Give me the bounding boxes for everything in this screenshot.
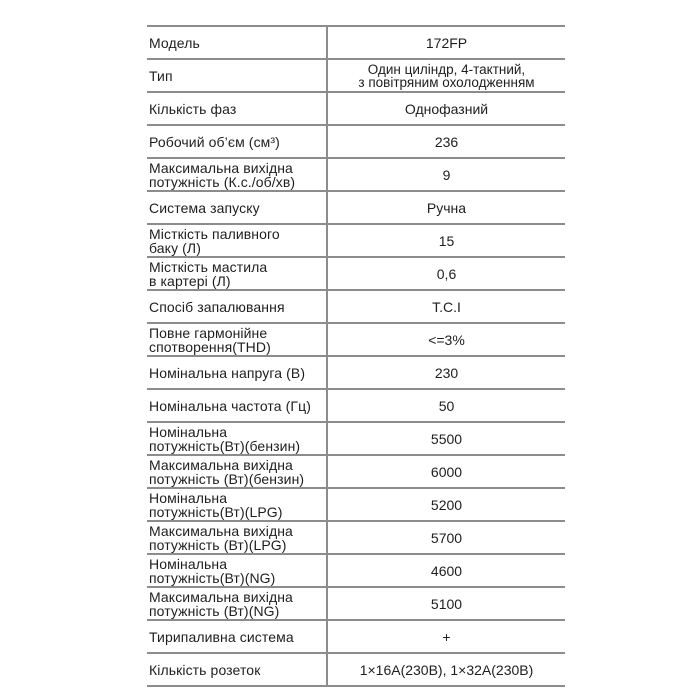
row-value: 6000: [430, 463, 463, 480]
row-value: +: [442, 628, 451, 645]
row-label: Номінальна потужність(Вт)(бензин): [147, 423, 328, 454]
table-row-tri-fuel-system: [147, 619, 565, 652]
table-row-rated-voltage: [147, 355, 565, 388]
row-label: Модель: [147, 27, 328, 58]
row-label: Кількість розеток: [147, 654, 328, 685]
table-row-max-power-ng: [147, 586, 565, 619]
row-value: 5500: [430, 430, 463, 447]
table-row-phases: [147, 91, 565, 124]
row-label: Номінальна потужність(Вт)(LPG): [147, 489, 328, 520]
row-value: 50: [438, 397, 455, 414]
table-row-model: [147, 25, 565, 58]
table-row-rated-power-lpg: [147, 487, 565, 520]
row-value: 9: [442, 166, 451, 183]
row-label: Тирипаливна система: [147, 621, 328, 652]
row-label: Номінальна напруга (В): [147, 357, 328, 388]
table-row-thd: [147, 322, 565, 355]
row-value: 5700: [430, 529, 463, 546]
row-value: Однофазний: [404, 100, 489, 117]
table-row-ignition: [147, 289, 565, 322]
row-value: Один циліндр, 4-тактний, з повітряним охолодженням: [358, 61, 535, 90]
row-value: 5200: [430, 496, 463, 513]
table-row-max-engine-power: [147, 157, 565, 190]
row-value: 5100: [430, 595, 463, 612]
specifications-table: [147, 25, 565, 687]
row-label: Максимальна вихідна потужність (Вт)(NG): [147, 588, 328, 619]
table-row-start-system: [147, 190, 565, 223]
table-row-fuel-tank: [147, 223, 565, 256]
row-label: Номінальна частота (Гц): [147, 390, 328, 421]
row-label: Місткість паливного баку (Л): [147, 225, 328, 256]
table-row-rated-frequency: [147, 388, 565, 421]
row-value: 0,6: [436, 265, 457, 282]
row-value: 230: [434, 364, 459, 381]
table-row-oil-capacity: [147, 256, 565, 289]
row-value: 172FP: [425, 34, 468, 51]
row-value: 4600: [430, 562, 463, 579]
row-value: 1×16А(230В), 1×32А(230В): [359, 661, 534, 678]
row-value: Ручна: [426, 199, 467, 216]
table-row-max-power-lpg: [147, 520, 565, 553]
row-value: 15: [438, 232, 455, 249]
row-label: Номінальна потужність(Вт)(NG): [147, 555, 328, 586]
table-row-rated-power-petrol: [147, 421, 565, 454]
row-label: Максимальна вихідна потужність (Вт)(LPG): [147, 522, 328, 553]
row-value: <=3%: [428, 331, 465, 348]
row-label: Тип: [147, 60, 328, 91]
row-label: Система запуску: [147, 192, 328, 223]
row-label: Максимальна вихідна потужність (Вт)(бензин): [147, 456, 328, 487]
table-row-displacement: [147, 124, 565, 157]
row-value: T.C.I: [432, 298, 461, 315]
row-label: Кількість фаз: [147, 93, 328, 124]
table-row-max-power-petrol: [147, 454, 565, 487]
table-row-sockets: [147, 652, 565, 685]
row-label: Максимальна вихідна потужність (К.с./об/хв): [147, 159, 328, 190]
row-label: Повне гармонійне спотворення(THD): [147, 324, 328, 355]
row-label: Спосіб запалювання: [147, 291, 328, 322]
row-label: Робочий об’єм (см³): [147, 126, 328, 157]
table-row-rated-power-ng: [147, 553, 565, 586]
table-row-type: [147, 58, 565, 91]
row-value: 236: [434, 133, 459, 150]
row-label: Місткість мастила в картері (Л): [147, 258, 328, 289]
